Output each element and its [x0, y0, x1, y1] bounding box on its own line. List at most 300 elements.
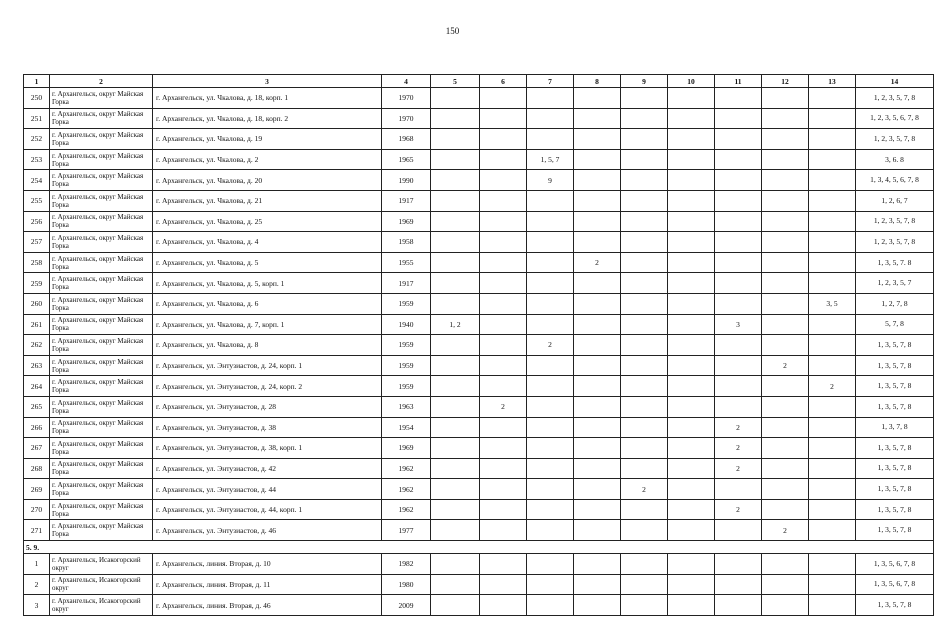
- code-cell: [715, 252, 762, 273]
- code-cell: [480, 314, 527, 335]
- code-cell: [668, 129, 715, 150]
- code-cell: [431, 293, 480, 314]
- header-row: [24, 75, 934, 88]
- district-cell: г. Архангельск, Исакогорский округ: [50, 574, 153, 595]
- code-cell: [762, 376, 809, 397]
- table-row: [24, 355, 934, 376]
- code-cell: [762, 88, 809, 109]
- address-cell: г. Архангельск, ул. Чкалова, д. 25: [153, 211, 382, 232]
- row-number: 258: [24, 252, 50, 273]
- code-cell: [431, 190, 480, 211]
- row-number: 255: [24, 190, 50, 211]
- code-cell: [431, 396, 480, 417]
- column-header: 6: [480, 75, 527, 88]
- code-cell: [480, 438, 527, 459]
- district-cell: г. Архангельск, округ Майская Горка: [50, 293, 153, 314]
- code-cell: [809, 252, 856, 273]
- row-number: 264: [24, 376, 50, 397]
- code-cell: [715, 574, 762, 595]
- code-cell: [480, 554, 527, 575]
- code-cell: [480, 108, 527, 129]
- code-cell: [431, 129, 480, 150]
- code-cell: [574, 355, 621, 376]
- code-cell: [574, 88, 621, 109]
- address-cell: г. Архангельск, ул. Чкалова, д. 5, корп. 1: [153, 273, 382, 294]
- code-cell: [715, 554, 762, 575]
- code-cell: [574, 499, 621, 520]
- district-cell: г. Архангельск, Исакогорский округ: [50, 595, 153, 616]
- code-cell: 2: [715, 417, 762, 438]
- code-cell: 2: [480, 396, 527, 417]
- section-row: [24, 541, 934, 554]
- district-cell: г. Архангельск, округ Майская Горка: [50, 499, 153, 520]
- code-cell: [431, 499, 480, 520]
- year-cell: 1940: [382, 314, 431, 335]
- code-cell: [480, 520, 527, 541]
- code-cell: [574, 211, 621, 232]
- code-cell: [431, 595, 480, 616]
- code-cell-14: 1, 3, 5, 7, 8: [856, 458, 934, 479]
- table-row: [24, 314, 934, 335]
- code-cell: [527, 355, 574, 376]
- code-cell-14: 1, 2, 7, 8: [856, 293, 934, 314]
- code-cell-14: 1, 3, 4, 5, 6, 7, 8: [856, 170, 934, 191]
- column-header: 2: [50, 75, 153, 88]
- code-cell: [527, 458, 574, 479]
- code-cell: [621, 293, 668, 314]
- code-cell: [574, 554, 621, 575]
- code-cell: [715, 129, 762, 150]
- code-cell: [762, 335, 809, 356]
- page-number: 150: [445, 26, 460, 36]
- code-cell: [809, 88, 856, 109]
- code-cell: [809, 211, 856, 232]
- code-cell: 9: [527, 170, 574, 191]
- district-cell: г. Архангельск, округ Майская Горка: [50, 376, 153, 397]
- code-cell: [621, 554, 668, 575]
- row-number: 269: [24, 479, 50, 500]
- code-cell: [480, 335, 527, 356]
- code-cell: 2: [762, 520, 809, 541]
- code-cell-14: 5, 7, 8: [856, 314, 934, 335]
- code-cell: [431, 149, 480, 170]
- code-cell: [431, 574, 480, 595]
- district-cell: г. Архангельск, округ Майская Горка: [50, 314, 153, 335]
- code-cell: [715, 232, 762, 253]
- address-cell: г. Архангельск, ул. Чкалова, д. 19: [153, 129, 382, 150]
- code-cell: [574, 458, 621, 479]
- year-cell: 1962: [382, 479, 431, 500]
- address-cell: г. Архангельск, ул. Энтузиастов, д. 24, корп. 1: [153, 355, 382, 376]
- code-cell-14: 1, 3, 5, 7, 8: [856, 499, 934, 520]
- code-cell: [574, 170, 621, 191]
- code-cell: 2: [574, 252, 621, 273]
- code-cell-14: 1, 3, 5, 6, 7, 8: [856, 574, 934, 595]
- code-cell: [715, 190, 762, 211]
- code-cell: [480, 458, 527, 479]
- code-cell: [621, 273, 668, 294]
- district-cell: г. Архангельск, округ Майская Горка: [50, 170, 153, 191]
- district-cell: г. Архангельск, округ Майская Горка: [50, 335, 153, 356]
- section-label: 5. 9.: [24, 541, 934, 554]
- code-cell: [431, 479, 480, 500]
- row-number: 265: [24, 396, 50, 417]
- code-cell-14: 1, 2, 3, 5, 7, 8: [856, 88, 934, 109]
- code-cell-14: 1, 3, 5, 7, 8: [856, 595, 934, 616]
- address-cell: г. Архангельск, ул. Чкалова, д. 5: [153, 252, 382, 273]
- table-row: [24, 335, 934, 356]
- code-cell: [527, 273, 574, 294]
- table-row: [24, 252, 934, 273]
- year-cell: 1959: [382, 335, 431, 356]
- code-cell: [762, 252, 809, 273]
- code-cell-14: 3, 6. 8: [856, 149, 934, 170]
- code-cell: [621, 376, 668, 397]
- code-cell: 2: [715, 499, 762, 520]
- year-cell: 1955: [382, 252, 431, 273]
- year-cell: 1982: [382, 554, 431, 575]
- code-cell: [762, 129, 809, 150]
- table-row: [24, 170, 934, 191]
- table-row: [24, 88, 934, 109]
- code-cell: [431, 520, 480, 541]
- code-cell: [762, 149, 809, 170]
- code-cell: [574, 314, 621, 335]
- code-cell: [574, 396, 621, 417]
- code-cell: [809, 479, 856, 500]
- code-cell: [715, 149, 762, 170]
- code-cell: [480, 355, 527, 376]
- code-cell-14: 1, 2, 6, 7: [856, 190, 934, 211]
- code-cell: [480, 149, 527, 170]
- table-row: [24, 438, 934, 459]
- code-cell: [527, 376, 574, 397]
- code-cell: [668, 376, 715, 397]
- row-number: 268: [24, 458, 50, 479]
- code-cell: [621, 88, 668, 109]
- address-cell: г. Архангельск, линия. Вторая, д. 10: [153, 554, 382, 575]
- code-cell-14: 1, 2, 3, 5, 7: [856, 273, 934, 294]
- table-row: [24, 293, 934, 314]
- code-cell: [621, 149, 668, 170]
- row-number: 263: [24, 355, 50, 376]
- district-cell: г. Архангельск, округ Майская Горка: [50, 355, 153, 376]
- code-cell: [527, 396, 574, 417]
- code-cell: [621, 314, 668, 335]
- year-cell: 1965: [382, 149, 431, 170]
- code-cell: [668, 293, 715, 314]
- row-number: 3: [24, 595, 50, 616]
- code-cell: [480, 232, 527, 253]
- code-cell: [715, 170, 762, 191]
- address-cell: г. Архангельск, ул. Энтузиастов, д. 38, корп. 1: [153, 438, 382, 459]
- year-cell: 1959: [382, 355, 431, 376]
- code-cell: [527, 314, 574, 335]
- district-cell: г. Архангельск, округ Майская Горка: [50, 273, 153, 294]
- code-cell: [668, 396, 715, 417]
- code-cell: [809, 314, 856, 335]
- column-header: 1: [24, 75, 50, 88]
- year-cell: 1917: [382, 190, 431, 211]
- table-row: [24, 520, 934, 541]
- column-header: 8: [574, 75, 621, 88]
- row-number: 270: [24, 499, 50, 520]
- code-cell: [621, 129, 668, 150]
- code-cell: [431, 376, 480, 397]
- address-cell: г. Архангельск, ул. Энтузиастов, д. 44, корп. 1: [153, 499, 382, 520]
- code-cell: [668, 335, 715, 356]
- code-cell: [621, 190, 668, 211]
- code-cell: [574, 417, 621, 438]
- year-cell: 1990: [382, 170, 431, 191]
- code-cell: [480, 252, 527, 273]
- district-cell: г. Архангельск, округ Майская Горка: [50, 438, 153, 459]
- code-cell: [668, 520, 715, 541]
- code-cell: [527, 554, 574, 575]
- code-cell: [668, 499, 715, 520]
- year-cell: 1969: [382, 211, 431, 232]
- code-cell: [527, 595, 574, 616]
- code-cell: [668, 149, 715, 170]
- code-cell-14: 1, 3, 5, 7, 8: [856, 335, 934, 356]
- code-cell: [762, 417, 809, 438]
- code-cell: [574, 438, 621, 459]
- code-cell: [668, 108, 715, 129]
- year-cell: 1959: [382, 293, 431, 314]
- row-number: 271: [24, 520, 50, 541]
- code-cell: [431, 554, 480, 575]
- code-cell: [574, 595, 621, 616]
- address-cell: г. Архангельск, ул. Чкалова, д. 6: [153, 293, 382, 314]
- row-number: 257: [24, 232, 50, 253]
- district-cell: г. Архангельск, округ Майская Горка: [50, 190, 153, 211]
- code-cell: [715, 479, 762, 500]
- code-cell: [668, 458, 715, 479]
- row-number: 261: [24, 314, 50, 335]
- address-cell: г. Архангельск, ул. Энтузиастов, д. 44: [153, 479, 382, 500]
- table-row: [24, 376, 934, 397]
- code-cell: [527, 293, 574, 314]
- code-cell: [762, 293, 809, 314]
- code-cell: [715, 273, 762, 294]
- column-header: 14: [856, 75, 934, 88]
- code-cell: [527, 129, 574, 150]
- code-cell-14: 1, 3, 5, 7, 8: [856, 438, 934, 459]
- code-cell-14: 1, 3, 5, 7, 8: [856, 520, 934, 541]
- code-cell-14: 1, 3, 7, 8: [856, 417, 934, 438]
- year-cell: 1968: [382, 129, 431, 150]
- district-cell: г. Архангельск, округ Майская Горка: [50, 232, 153, 253]
- code-cell: [762, 232, 809, 253]
- table-row: [24, 190, 934, 211]
- district-cell: г. Архангельск, округ Майская Горка: [50, 252, 153, 273]
- code-cell: [621, 520, 668, 541]
- district-cell: г. Архангельск, округ Майская Горка: [50, 149, 153, 170]
- code-cell: [621, 355, 668, 376]
- address-cell: г. Архангельск, ул. Чкалова, д. 20: [153, 170, 382, 191]
- code-cell: [668, 211, 715, 232]
- code-cell: 2: [715, 438, 762, 459]
- code-cell: [668, 273, 715, 294]
- code-cell: [668, 88, 715, 109]
- code-cell: [480, 595, 527, 616]
- row-number: 262: [24, 335, 50, 356]
- code-cell: [809, 595, 856, 616]
- column-header: 4: [382, 75, 431, 88]
- code-cell: [809, 335, 856, 356]
- code-cell: [527, 88, 574, 109]
- code-cell-14: 1, 3, 5, 7. 8: [856, 252, 934, 273]
- address-cell: г. Архангельск, ул. Чкалова, д. 8: [153, 335, 382, 356]
- column-header: 10: [668, 75, 715, 88]
- code-cell: [715, 88, 762, 109]
- row-number: 259: [24, 273, 50, 294]
- code-cell: [574, 108, 621, 129]
- code-cell: [574, 273, 621, 294]
- code-cell: [762, 554, 809, 575]
- code-cell: [809, 149, 856, 170]
- district-cell: г. Архангельск, округ Майская Горка: [50, 520, 153, 541]
- year-cell: 1962: [382, 458, 431, 479]
- code-cell: [480, 293, 527, 314]
- year-cell: 1980: [382, 574, 431, 595]
- code-cell: [431, 88, 480, 109]
- code-cell: [527, 520, 574, 541]
- address-cell: г. Архангельск, ул. Энтузиастов, д. 42: [153, 458, 382, 479]
- table-row: [24, 479, 934, 500]
- code-cell: [574, 149, 621, 170]
- code-cell: [431, 335, 480, 356]
- address-cell: г. Архангельск, ул. Чкалова, д. 2: [153, 149, 382, 170]
- code-cell: [809, 417, 856, 438]
- code-cell: [809, 170, 856, 191]
- code-cell: [715, 108, 762, 129]
- address-cell: г. Архангельск, ул. Энтузиастов, д. 46: [153, 520, 382, 541]
- district-cell: г. Архангельск, округ Майская Горка: [50, 458, 153, 479]
- address-cell: г. Архангельск, ул. Чкалова, д. 21: [153, 190, 382, 211]
- table-row: [24, 211, 934, 232]
- code-cell: [621, 499, 668, 520]
- table-row: [24, 232, 934, 253]
- code-cell: [715, 595, 762, 616]
- code-cell: [574, 129, 621, 150]
- code-cell-14: 1, 3, 5, 7, 8: [856, 396, 934, 417]
- code-cell-14: 1, 2, 3, 5, 6, 7, 8: [856, 108, 934, 129]
- district-cell: г. Архангельск, округ Майская Горка: [50, 108, 153, 129]
- code-cell: [668, 574, 715, 595]
- table-row: [24, 396, 934, 417]
- district-cell: г. Архангельск, округ Майская Горка: [50, 396, 153, 417]
- code-cell: [762, 595, 809, 616]
- code-cell: 1, 5, 7: [527, 149, 574, 170]
- row-number: 250: [24, 88, 50, 109]
- row-number: 267: [24, 438, 50, 459]
- code-cell: [480, 88, 527, 109]
- code-cell: 2: [762, 355, 809, 376]
- column-header: 12: [762, 75, 809, 88]
- column-header: 3: [153, 75, 382, 88]
- code-cell: [574, 190, 621, 211]
- code-cell: [809, 355, 856, 376]
- code-cell: [574, 232, 621, 253]
- code-cell: [715, 376, 762, 397]
- code-cell: [762, 108, 809, 129]
- code-cell-14: 1, 2, 3, 5, 7, 8: [856, 232, 934, 253]
- code-cell: [431, 417, 480, 438]
- code-cell: [621, 252, 668, 273]
- code-cell: [527, 190, 574, 211]
- code-cell: [480, 170, 527, 191]
- row-number: 253: [24, 149, 50, 170]
- code-cell: [480, 479, 527, 500]
- code-cell: [762, 499, 809, 520]
- code-cell: [715, 211, 762, 232]
- code-cell: [621, 574, 668, 595]
- code-cell: [621, 108, 668, 129]
- code-cell: [480, 574, 527, 595]
- code-cell: [527, 438, 574, 459]
- year-cell: 1917: [382, 273, 431, 294]
- code-cell: [809, 574, 856, 595]
- code-cell: [527, 499, 574, 520]
- year-cell: 1977: [382, 520, 431, 541]
- address-cell: г. Архангельск, линия. Вторая, д. 46: [153, 595, 382, 616]
- code-cell-14: 1, 2, 3, 5, 7, 8: [856, 211, 934, 232]
- year-cell: 1969: [382, 438, 431, 459]
- code-cell: [431, 252, 480, 273]
- code-cell-14: 1, 3, 5, 7, 8: [856, 376, 934, 397]
- code-cell: [574, 293, 621, 314]
- code-cell: [762, 314, 809, 335]
- code-cell: [668, 252, 715, 273]
- code-cell: [480, 376, 527, 397]
- address-cell: г. Архангельск, ул. Чкалова, д. 18, корп. 2: [153, 108, 382, 129]
- code-cell: [762, 170, 809, 191]
- year-cell: 2009: [382, 595, 431, 616]
- row-number: 1: [24, 554, 50, 575]
- code-cell: [762, 479, 809, 500]
- district-cell: г. Архангельск, Исакогорский округ: [50, 554, 153, 575]
- code-cell: [668, 232, 715, 253]
- code-cell: [480, 273, 527, 294]
- code-cell: [431, 211, 480, 232]
- code-cell: 1, 2: [431, 314, 480, 335]
- code-cell: [480, 417, 527, 438]
- row-number: 251: [24, 108, 50, 129]
- table-row: [24, 554, 934, 575]
- code-cell-14: 1, 3, 5, 6, 7, 8: [856, 554, 934, 575]
- code-cell: [762, 211, 809, 232]
- code-cell: [574, 335, 621, 356]
- row-number: 266: [24, 417, 50, 438]
- code-cell-14: 1, 3, 5, 7, 8: [856, 355, 934, 376]
- row-number: 254: [24, 170, 50, 191]
- code-cell: [809, 273, 856, 294]
- address-cell: г. Архангельск, ул. Энтузиастов, д. 24, корп. 2: [153, 376, 382, 397]
- code-cell: [527, 574, 574, 595]
- table-row: [24, 499, 934, 520]
- code-cell: [431, 273, 480, 294]
- code-cell: [762, 273, 809, 294]
- row-number: 2: [24, 574, 50, 595]
- district-cell: г. Архангельск, округ Майская Горка: [50, 129, 153, 150]
- column-header: 11: [715, 75, 762, 88]
- code-cell: 3: [715, 314, 762, 335]
- code-cell: [809, 232, 856, 253]
- code-cell: [809, 129, 856, 150]
- code-cell: [621, 232, 668, 253]
- row-number: 252: [24, 129, 50, 150]
